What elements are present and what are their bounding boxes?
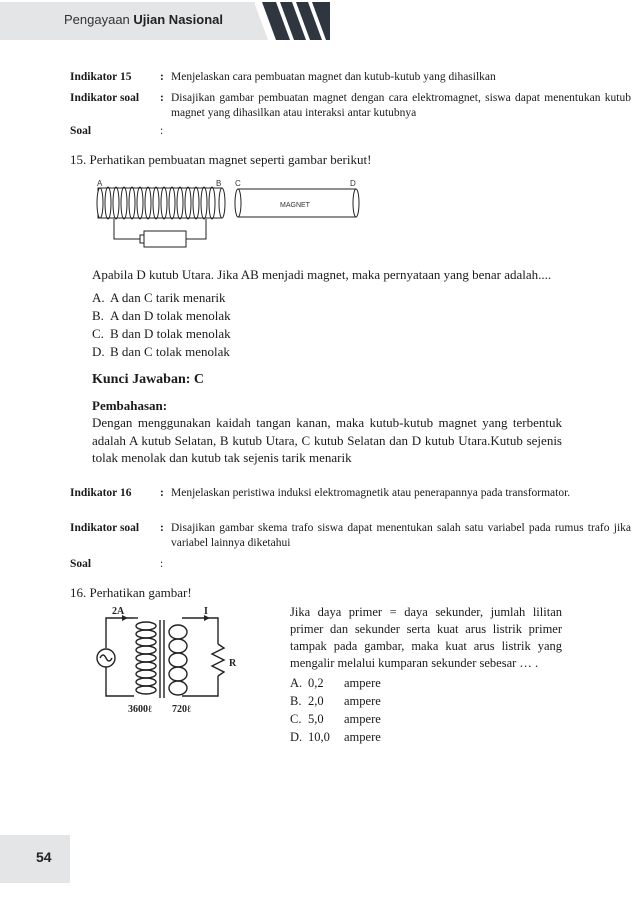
option-15-b[interactable]: B. A dan D tolak menolak bbox=[92, 308, 231, 323]
label-a: A bbox=[97, 179, 103, 188]
electromagnet-figure bbox=[94, 176, 364, 252]
pembahasan-text: Dengan menggunakan kaidah tangan kanan, maka kutub-kutub magnet yang terbentuk adalah A kutub Selatan, B kutub Utara, C kutub Selatan dan D kutub Utara.Kutub sejenis tolak menolak dan kutub tak sejenis tarik menarik bbox=[92, 415, 562, 465]
option-16-d[interactable]: D. 10,0 ampere bbox=[290, 730, 381, 744]
label-c: C bbox=[235, 179, 241, 188]
question-15-stem: Apabila D kutub Utara. Jika AB menjadi magnet, maka pernyataan yang benar adalah.... bbox=[92, 267, 552, 282]
secondary-turns-label: 720ℓ bbox=[172, 704, 191, 715]
question-15: 15. Perhatikan pembuatan magnet seperti gambar berikut! bbox=[70, 152, 372, 167]
primary-turns-label: 3600ℓ bbox=[128, 704, 152, 715]
question-16: 16. Perhatikan gambar! bbox=[70, 585, 192, 600]
primary-current-label: 2A bbox=[112, 606, 125, 617]
page-header bbox=[0, 0, 638, 44]
question-16-stem: Jika daya primer = daya sekunder, jumlah lilitan primer dan sekunder serta kuat arus listrik primer tampak pada gambar, maka kuat arus listrik yang mengalir melalui kumparan sekunder sebesar … . bbox=[290, 605, 562, 670]
header-title: Pengayaan Ujian Nasional bbox=[64, 12, 223, 27]
magnet-label: MAGNET bbox=[280, 202, 310, 209]
page-number-box bbox=[0, 835, 70, 883]
label-d: D bbox=[350, 179, 356, 188]
answer-key-15: Kunci Jawaban: C bbox=[92, 372, 205, 387]
option-16-c[interactable]: C. 5,0 ampere bbox=[290, 712, 381, 726]
option-15-c[interactable]: C. B dan D tolak menolak bbox=[92, 326, 231, 341]
option-15-d[interactable]: D. B dan C tolak menolak bbox=[92, 344, 230, 359]
transformer-figure bbox=[92, 606, 252, 716]
option-16-b[interactable]: B. 2,0 ampere bbox=[290, 694, 381, 708]
option-16-a[interactable]: A. 0,2 ampere bbox=[290, 676, 381, 690]
option-15-a[interactable]: A. A dan C tarik menarik bbox=[92, 290, 226, 305]
resistor-label: R bbox=[229, 658, 237, 669]
secondary-current-label: I bbox=[204, 606, 208, 617]
page-number: 54 bbox=[36, 849, 52, 865]
pembahasan-label: Pembahasan: bbox=[92, 398, 168, 413]
label-b: B bbox=[216, 179, 222, 188]
header-stripes bbox=[240, 2, 330, 40]
